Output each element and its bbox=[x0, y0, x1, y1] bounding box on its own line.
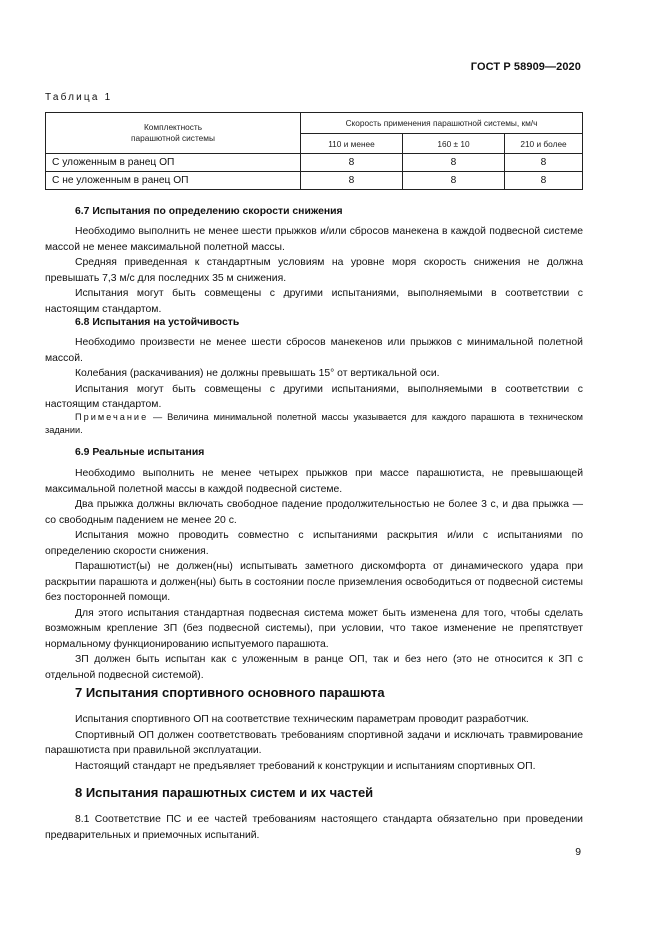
section-8-body bbox=[45, 812, 583, 843]
table-row bbox=[46, 154, 583, 172]
page-number: 9 bbox=[575, 847, 581, 858]
table-cell: 8 bbox=[403, 154, 505, 172]
section-6-7-body bbox=[45, 224, 583, 317]
paragraph: Испытания спортивного ОП на соответствие техническим параметрам проводит разработчик. bbox=[75, 714, 529, 725]
paragraph: ЗП должен быть испытан как с уложенным в ранце ОП, так и без него (это не относится к ЗП с отдельной подвесной системой). bbox=[45, 654, 583, 681]
section-6-7-title: 6.7 Испытания по определению скорости снижения bbox=[75, 206, 343, 217]
table-header-speed: Скорость применения парашютной системы, км/ч bbox=[301, 113, 583, 134]
paragraph: Испытания могут быть совмещены с другими испытаниями, выполняемыми в соответствии с настоящим стандартом. bbox=[45, 383, 583, 410]
table-header-speed-col: 110 и менее bbox=[301, 134, 403, 154]
note-label: Примечание bbox=[75, 412, 149, 422]
table-row bbox=[46, 172, 583, 190]
table-cell: 8 bbox=[301, 154, 403, 172]
paragraph: 8.1 Соответствие ПС и ее частей требованиям настоящего стандарта обязательно при проведении предварительных и приемочных испытаний. bbox=[45, 814, 583, 841]
paragraph: Спортивный ОП должен соответствовать требованиям спортивной задачи и исключать травмирование парашютиста при правильной эксплуатации. bbox=[45, 729, 583, 756]
standard-number: ГОСТ Р 58909—2020 bbox=[470, 61, 581, 73]
paragraph: Необходимо выполнить не менее четырех прыжков при массе парашютиста, не превышающей максимальной полетной массы в каждой подвесной системе. bbox=[45, 468, 583, 495]
section-6-8-title: 6.8 Испытания на устойчивость bbox=[75, 317, 240, 328]
table-header-speed-col: 160 ± 10 bbox=[403, 134, 505, 154]
table-row-label: С уложенным в ранец ОП bbox=[46, 154, 301, 172]
note bbox=[45, 411, 583, 437]
table-cell: 8 bbox=[301, 172, 403, 190]
section-6-8-body bbox=[45, 335, 583, 413]
section-7-title: 7 Испытания спортивного основного парашюта bbox=[75, 685, 385, 700]
paragraph: Необходимо произвести не менее шести сбросов манекенов или прыжков с минимальной полетной массой. bbox=[45, 337, 583, 364]
speed-table bbox=[45, 112, 583, 190]
section-8-title: 8 Испытания парашютных систем и их частей bbox=[75, 785, 374, 800]
table-cell: 8 bbox=[505, 172, 583, 190]
table-row-label: С не уложенным в ранец ОП bbox=[46, 172, 301, 190]
paragraph: Настоящий стандарт не предъявляет требований к конструкции и испытаниям спортивных ОП. bbox=[75, 760, 536, 772]
paragraph: Парашютист(ы) не должен(ны) испытывать заметного дискомфорта от динамического удара при раскрытии парашюта и должен(ны) быть в состоянии после приземления освободиться от подвесной системы без посторонней помощи. bbox=[45, 561, 583, 603]
section-7-body bbox=[45, 712, 583, 774]
paragraph: Два прыжка должны включать свободное падение продолжительностью не более 3 с, и два прыжка — со свободным падением не менее 20 с. bbox=[45, 499, 583, 526]
paragraph: Колебания (раскачивания) не должны превышать 15° от вертикальной оси. bbox=[75, 368, 440, 379]
section-6-9-body bbox=[45, 466, 583, 683]
paragraph: Необходимо выполнить не менее шести прыжков и/или сбросов манекена в каждой подвесной системе массой не менее максимальной полетной массы. bbox=[45, 226, 583, 253]
table-cell: 8 bbox=[505, 154, 583, 172]
table-header-speed-col: 210 и более bbox=[505, 134, 583, 154]
paragraph: Для этого испытания стандартная подвесная система может быть изменена для того, чтобы сделать возможным крепление ЗП (без подвесной системы), при условии, что такое изменение не препятствует нормальному функционированию испытуемого парашюта. bbox=[45, 607, 583, 650]
paragraph: Испытания могут быть совмещены с другими испытаниями, выполняемыми в соответствии с настоящим стандартом. bbox=[45, 288, 583, 315]
table-header-completeness: Комплектность парашютной системы bbox=[46, 113, 301, 154]
note-text: — Величина минимальной полетной массы указывается для каждого парашюта в техническом задании. bbox=[45, 412, 583, 435]
table-label: Таблица 1 bbox=[45, 92, 113, 103]
section-6-9-title: 6.9 Реальные испытания bbox=[75, 447, 205, 458]
paragraph: Средняя приведенная к стандартным условиям на уровне моря скорость снижения не должна превышать 7,3 м/с для последних 35 м снижения. bbox=[45, 257, 583, 284]
paragraph: Испытания можно проводить совместно с испытаниями раскрытия и/или с испытаниями по определению скорости снижения. bbox=[45, 530, 583, 557]
table-cell: 8 bbox=[403, 172, 505, 190]
